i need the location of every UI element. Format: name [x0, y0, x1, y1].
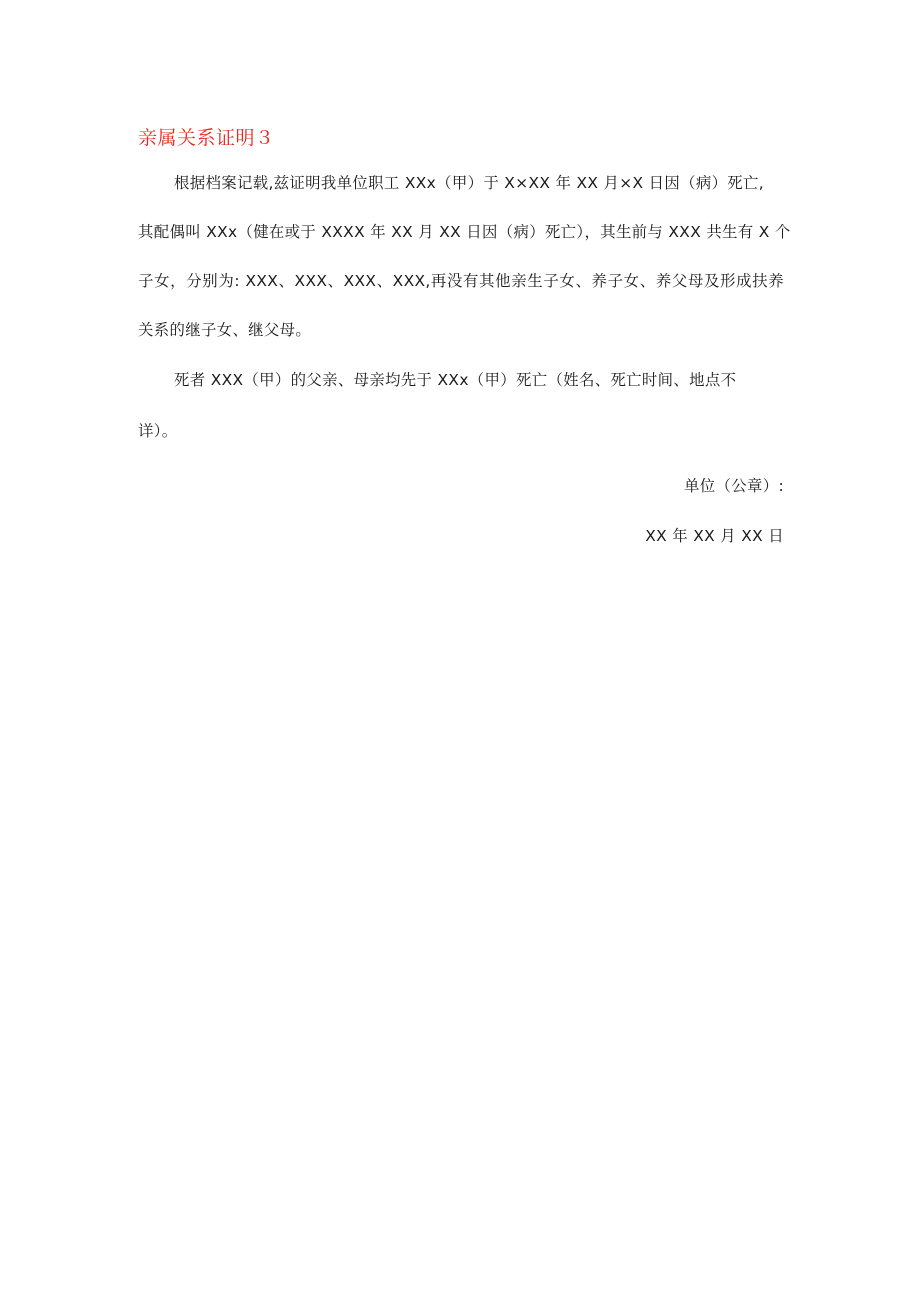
- paragraph-2-line-2: 详）。: [138, 422, 178, 440]
- paragraph-1-line-1: 根据档案记载,兹证明我单位职工 XXx（甲）于 X×XX 年 XX 月×X 日因（病）死亡,: [174, 174, 765, 192]
- paragraph-1-line-3: 子女，分别为: XXX、XXX、XXX、XXX,再没有其他亲生子女、养子女、养父母及形成扶养: [138, 272, 784, 290]
- paragraph-1-line-4: 关系的继子女、继父母。: [138, 321, 312, 339]
- paragraph-1-line-2: 其配偶叫 XXx（健在或于 XXXX 年 XX 月 XX 日因（病）死亡），其生前与 XXX 共生有 X 个: [138, 223, 791, 241]
- signature-unit: 单位（公章）:: [684, 477, 784, 495]
- signature-date: XX 年 XX 月 XX 日: [645, 527, 784, 545]
- paragraph-2-line-1: 死者 XXX（甲）的父亲、母亲均先于 XXx（甲）死亡（姓名、死亡时间、地点不: [174, 371, 737, 389]
- document-title: 亲属关系证明３: [138, 127, 275, 149]
